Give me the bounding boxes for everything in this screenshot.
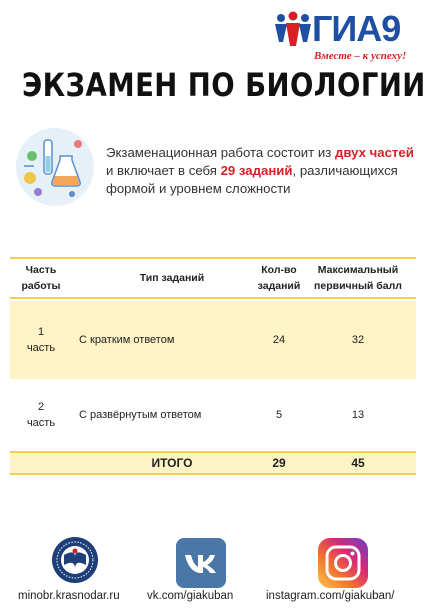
intro-text-part3: , различающихся формой и уровнем сложности	[106, 163, 398, 196]
header-part-line1: Часть	[25, 264, 57, 276]
header-count-line2: заданий	[257, 280, 301, 292]
row-part-number: 2	[37, 401, 45, 413]
footer-link-instagram[interactable]: instagram.com/giakuban/	[266, 590, 395, 602]
table-header-row	[10, 257, 416, 299]
table-row	[10, 379, 416, 451]
row-part-word: часть	[26, 342, 56, 354]
total-max-value: 45	[351, 456, 365, 470]
intro-text-part1: Экзаменационная работа состоит из	[106, 145, 335, 160]
intro-text-part2: и включает в себя	[106, 163, 221, 178]
header-count-line1: Кол-во	[261, 264, 297, 276]
header-type-label: Тип заданий	[139, 272, 205, 284]
logo-text: ГИА9	[312, 8, 401, 49]
row-part	[10, 301, 72, 379]
footer-link-minobr[interactable]: minobr.krasnodar.ru	[18, 590, 120, 602]
header-part	[10, 259, 72, 297]
header-max	[300, 259, 416, 297]
row-type-label: С развёрнутым ответом	[79, 409, 202, 421]
row-max-value: 32	[351, 334, 365, 346]
intro-highlight-parts: двух частей	[334, 145, 414, 160]
biology-lab-illustration-icon	[14, 126, 96, 208]
logo-slogan: Вместе – к успеху!	[314, 50, 407, 62]
row-max	[300, 301, 416, 379]
exam-structure-table	[10, 257, 416, 475]
row-count-value: 5	[275, 409, 283, 421]
table-total-row	[10, 451, 416, 475]
row-max	[300, 379, 416, 451]
total-label-text: ИТОГО	[151, 456, 193, 470]
total-max	[300, 453, 416, 473]
intro-highlight-tasks: 29 заданий	[220, 163, 293, 178]
row-part-word: часть	[26, 417, 56, 429]
gia9-people-icon	[272, 10, 314, 50]
page-title: ЭКЗАМЕН ПО БИОЛОГИИ	[22, 66, 426, 104]
footer-link-vk[interactable]: vk.com/giakuban	[147, 590, 234, 602]
vk-icon[interactable]	[176, 538, 226, 588]
instagram-icon[interactable]	[318, 538, 368, 588]
row-type-label: С кратким ответом	[79, 334, 175, 346]
header-part-line2: работы	[21, 280, 61, 292]
intro-paragraph	[106, 144, 418, 198]
gia9-logo	[272, 10, 418, 68]
row-part-number: 1	[37, 326, 45, 338]
header-max-line1: Максимальный	[317, 264, 399, 276]
header-max-line2: первичный балл	[314, 280, 402, 292]
row-max-value: 13	[351, 409, 365, 421]
total-count-value: 29	[272, 456, 286, 470]
ministry-emblem-icon[interactable]	[50, 535, 100, 585]
table-row	[10, 301, 416, 379]
row-count-value: 24	[272, 334, 286, 346]
row-part	[10, 379, 72, 451]
